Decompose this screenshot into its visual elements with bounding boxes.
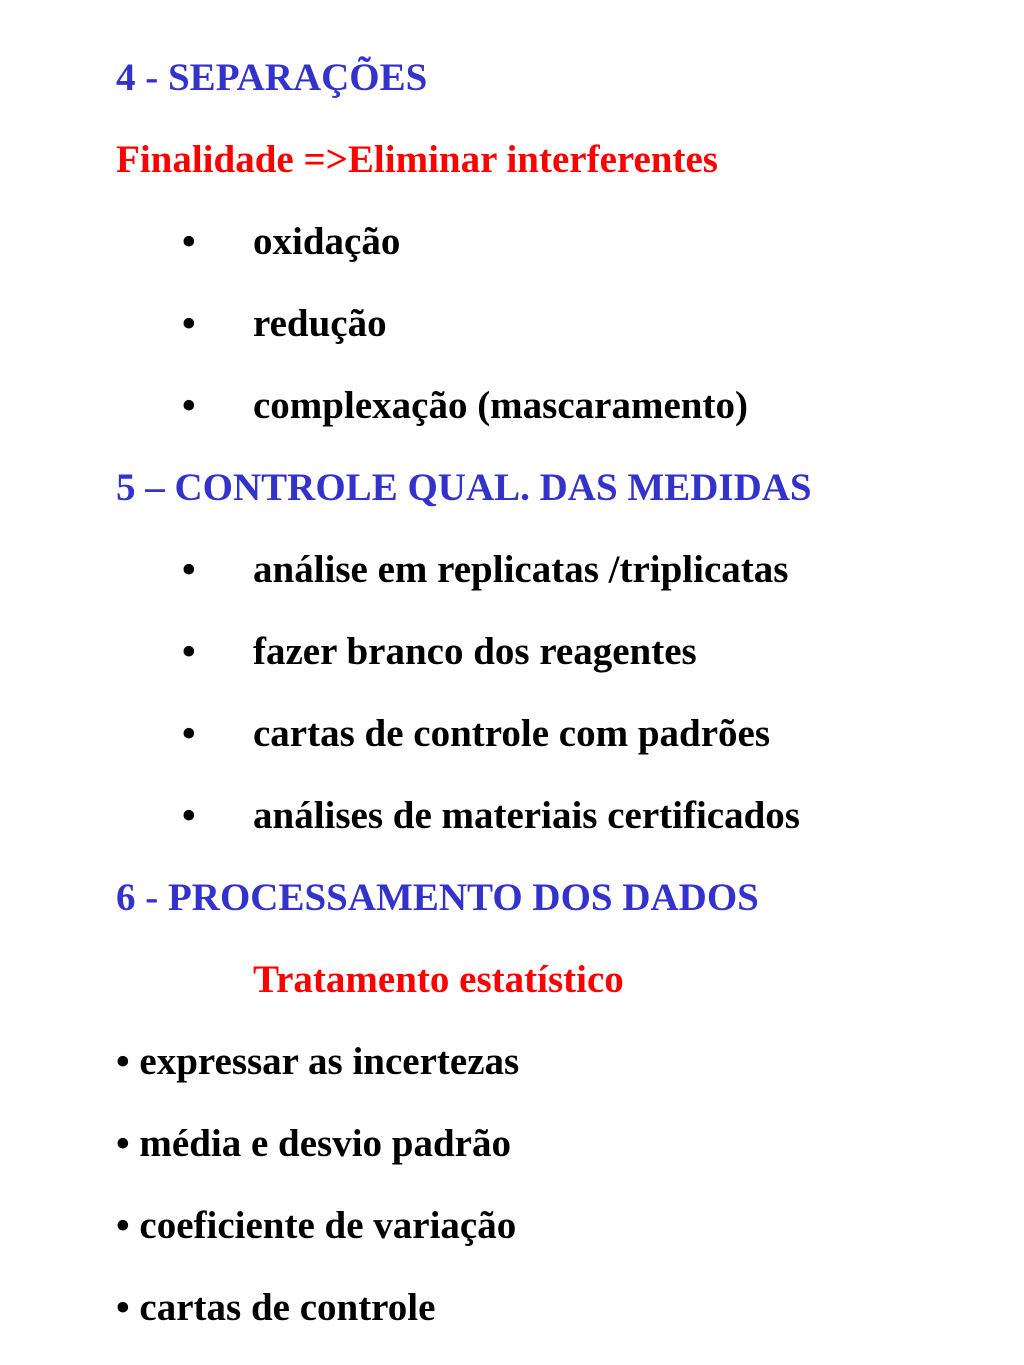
bullet-icon: • bbox=[182, 794, 196, 837]
list-item: redução bbox=[253, 302, 387, 345]
section5-heading: 5 – CONTROLE QUAL. DAS MEDIDAS bbox=[116, 466, 812, 509]
list-item: análises de materiais certificados bbox=[253, 794, 800, 837]
list-item: • expressar as incertezas bbox=[116, 1040, 520, 1083]
list-item: complexação (mascaramento) bbox=[253, 384, 748, 427]
list-item: fazer branco dos reagentes bbox=[253, 630, 697, 673]
bullet-icon: • bbox=[182, 384, 196, 427]
list-item: cartas de controle com padrões bbox=[253, 712, 770, 755]
bullet-icon: • bbox=[182, 220, 196, 263]
section4-heading: 4 - SEPARAÇÕES bbox=[116, 56, 428, 99]
section4-subheading: Finalidade =>Eliminar interferentes bbox=[116, 138, 718, 181]
bullet-icon: • bbox=[182, 630, 196, 673]
bullet-icon: • bbox=[182, 548, 196, 591]
list-item: oxidação bbox=[253, 220, 401, 263]
section6-heading: 6 - PROCESSAMENTO DOS DADOS bbox=[116, 876, 759, 919]
bullet-icon: • bbox=[182, 302, 196, 345]
list-item: análise em replicatas /triplicatas bbox=[253, 548, 789, 591]
bullet-icon: • bbox=[182, 712, 196, 755]
list-item: • média e desvio padrão bbox=[116, 1122, 511, 1165]
list-item: • cartas de controle bbox=[116, 1286, 436, 1329]
section6-subheading: Tratamento estatístico bbox=[253, 958, 624, 1001]
list-item: • coeficiente de variação bbox=[116, 1204, 517, 1247]
